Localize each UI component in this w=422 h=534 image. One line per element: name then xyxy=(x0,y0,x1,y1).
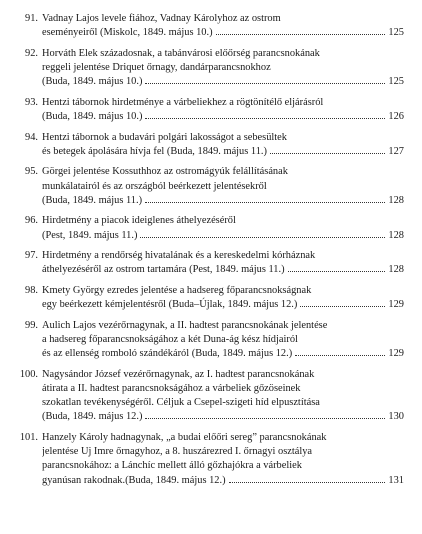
dot-leader xyxy=(145,118,385,119)
entry-number: 92. xyxy=(25,47,38,59)
entry-line: átirata a II. hadtest parancsnokságához a várbeliek gőzöseinek xyxy=(42,382,301,394)
entry-line: parancsnokához: a Lánchíc mellett álló gőzhajókra a várbeliek xyxy=(42,460,302,472)
entry-line: reggeli jelentése Driquet őrnagy, dandárparancsnokhoz xyxy=(42,62,271,73)
entry-line: (Pest, 1849. május 11.) xyxy=(42,229,138,241)
entry-last-line xyxy=(42,347,404,361)
page-number: 126 xyxy=(388,111,404,122)
entry-line: Hentzi tábornok a budavári polgári lakosságot a sebesültek xyxy=(42,131,287,143)
entry-number: 96. xyxy=(25,215,38,227)
entry-line: (Buda, 1849. május 10.) xyxy=(42,111,143,122)
entry-line: és betegek ápolására hívja fel (Buda, 1849. május 11.) xyxy=(42,145,267,157)
page-number: 125 xyxy=(388,27,404,39)
toc-entry xyxy=(8,319,404,362)
entry-line: Hentzi tábornok hirdetménye a várbeliekhez a rögtönítélő eljárásról xyxy=(42,96,324,108)
entry-last-line xyxy=(42,75,404,89)
entry-line: és az ellenség romboló szándékáról (Buda, 1849. május 12.) xyxy=(42,348,293,360)
page-number: 125 xyxy=(388,76,404,88)
page-number: 128 xyxy=(388,264,404,276)
entry-line: (Buda, 1849. május 12.) xyxy=(42,411,143,423)
dot-leader xyxy=(295,355,385,356)
page-number: 128 xyxy=(388,194,404,206)
toc-entry xyxy=(8,368,404,425)
toc-entry xyxy=(8,284,404,312)
entry-number: 101. xyxy=(19,431,38,443)
entry-number: 95. xyxy=(25,166,38,178)
entry-last-line xyxy=(42,194,404,208)
toc-entry xyxy=(8,165,404,208)
page-number: 131 xyxy=(388,474,404,486)
toc-entry xyxy=(8,47,404,90)
entry-line: Vadnay Lajos levele fiához, Vadnay Károlyhoz az ostrom xyxy=(42,13,281,24)
entry-line: Hirdetmény a piacok ideiglenes áthelyezéséről xyxy=(42,215,236,227)
page-number: 129 xyxy=(388,348,404,360)
entry-number: 97. xyxy=(25,250,38,262)
entry-line: Kmety György ezredes jelentése a hadsereg főparancsnokságnak xyxy=(42,284,312,296)
entry-last-line xyxy=(42,229,404,243)
entry-line: egy beérkezett kémjelentésről (Buda–Újlak, 1849. május 12.) xyxy=(42,299,298,311)
entry-text xyxy=(42,47,404,90)
entry-last-line xyxy=(42,145,404,159)
entry-last-line xyxy=(42,26,404,40)
entry-line: Horváth Elek századosnak, a tabánvárosi előőrség parancsnokának xyxy=(42,47,320,59)
entry-number: 100. xyxy=(19,368,38,380)
entry-last-line xyxy=(42,110,404,124)
entry-line: munkálatairól és az országból beérkezett jelentésekről xyxy=(42,180,267,192)
entry-last-line xyxy=(42,298,404,312)
dot-leader xyxy=(145,83,385,84)
dot-leader xyxy=(140,237,385,238)
entry-text xyxy=(42,214,404,242)
entry-number: 91. xyxy=(25,13,38,24)
entry-line: eseményeiről (Miskolc, 1849. május 10.) xyxy=(42,27,213,39)
toc-entry xyxy=(8,431,404,488)
entry-text xyxy=(42,368,404,425)
entry-text xyxy=(42,131,404,159)
entry-text xyxy=(42,249,404,277)
entry-text xyxy=(42,96,404,124)
entry-number: 94. xyxy=(25,131,38,143)
entry-number: 98. xyxy=(25,284,38,296)
entry-text xyxy=(42,12,404,40)
page-number: 130 xyxy=(388,411,404,423)
dot-leader xyxy=(288,271,386,272)
page-number: 128 xyxy=(388,229,404,241)
toc-entry xyxy=(8,214,404,242)
entry-line: (Buda, 1849. május 11.) xyxy=(42,194,143,206)
entry-last-line xyxy=(42,410,404,424)
entry-line: (Buda, 1849. május 10.) xyxy=(42,76,143,88)
entry-line: a hadsereg főparancsnokságához a két Duna-ág kész hídjairól xyxy=(42,333,298,345)
entry-text xyxy=(42,284,404,312)
dot-leader xyxy=(145,202,385,203)
entry-line: gyanúsan rakodnak.(Buda, 1849. május 12.) xyxy=(42,474,226,486)
toc-entry xyxy=(8,249,404,277)
page-number: 129 xyxy=(388,299,404,311)
dot-leader xyxy=(270,153,385,154)
entry-line: Görgei jelentése Kossuthhoz az ostromágyúk felállításának xyxy=(42,166,288,178)
entry-line: Nagysándor József vezérőrnagynak, az I. hadtest parancsnokának xyxy=(42,368,315,380)
entry-line: Aulich Lajos vezérőrnagynak, a II. hadtest parancsnokának jelentése xyxy=(42,319,328,331)
dot-leader xyxy=(229,482,386,483)
entry-line: Hanzely Károly hadnagynak, „a budai előőri sereg” parancsnokának xyxy=(42,431,327,443)
entry-line: áthelyezéséről az ostrom tartamára (Pest, 1849. május 11.) xyxy=(42,264,285,276)
entry-text xyxy=(42,319,404,362)
toc-entry xyxy=(8,96,404,124)
entry-line: jelentése Uj Imre őrnagyhoz, a 8. huszárezred I. őrnagyi osztálya xyxy=(42,446,313,458)
dot-leader xyxy=(216,34,386,35)
toc-entry xyxy=(8,12,404,40)
entry-number: 99. xyxy=(25,319,38,331)
entry-number: 93. xyxy=(25,96,38,108)
entry-line: Hirdetmény a rendőrség hivatalának és a kereskedelmi kórháznak xyxy=(42,250,316,262)
dot-leader xyxy=(300,306,385,307)
dot-leader xyxy=(145,418,385,419)
entry-text xyxy=(42,165,404,208)
entry-line: szokatlan tevékenységéről. Céljuk a Csepel-szigeti híd elpusztítása xyxy=(42,397,320,409)
entry-last-line xyxy=(42,474,404,488)
entry-text xyxy=(42,431,404,488)
entry-last-line xyxy=(42,263,404,277)
page-number: 127 xyxy=(388,145,404,157)
toc-entry xyxy=(8,131,404,159)
